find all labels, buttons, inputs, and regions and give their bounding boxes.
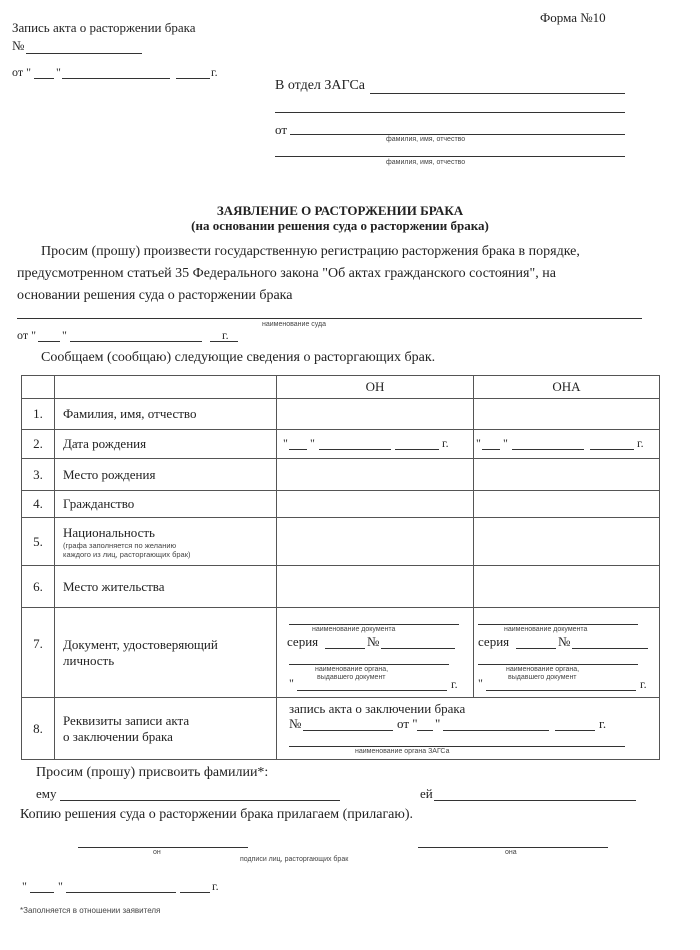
court-name-hint: наименование суда xyxy=(262,321,327,328)
marriage-record-label: запись акта о заключении брака xyxy=(289,701,466,716)
zags-name-field[interactable] xyxy=(370,93,625,94)
she-series-field[interactable] xyxy=(516,648,556,649)
marriage-record-cell xyxy=(277,698,660,760)
his-signature-hint: он xyxy=(153,849,161,856)
table-row xyxy=(22,608,660,698)
she-fio-cell[interactable] xyxy=(474,399,660,430)
she-birthdate-month-field[interactable] xyxy=(512,449,584,450)
record-date-year-suffix: г. xyxy=(211,65,218,79)
document-subtitle: (на основании решения суда о расторжении брака) xyxy=(191,218,489,233)
record-date-month-field[interactable] xyxy=(62,78,170,79)
she-birthdate-cell[interactable] xyxy=(474,430,660,459)
he-doc-number-field[interactable] xyxy=(381,648,455,649)
court-date-month-field[interactable] xyxy=(70,341,202,342)
column-he: ОН xyxy=(277,376,474,399)
he-birthdate-year-field[interactable] xyxy=(395,449,439,450)
nationality-note-2: каждого из лиц, расторгающих брак) xyxy=(63,549,191,559)
she-issuer-hint-2: выдавшего документ xyxy=(508,674,577,681)
he-number-sign: № xyxy=(367,634,380,649)
record-date-prefix: от " xyxy=(12,65,31,79)
table-row xyxy=(22,430,660,459)
row-label: Документ, удостоверяющий xyxy=(63,636,218,652)
she-birthdate-quote-close: " xyxy=(503,436,508,450)
her-signature-field[interactable] xyxy=(418,847,608,848)
he-series-label: серия xyxy=(287,634,319,649)
his-signature-field[interactable] xyxy=(78,847,248,848)
she-nationality-cell[interactable] xyxy=(474,518,660,566)
she-number-sign: № xyxy=(558,634,571,649)
attachment-line: Копию решения суда о расторжении брака прилагаем (прилагаю). xyxy=(20,807,414,822)
marriage-date-month-field[interactable] xyxy=(443,730,549,731)
him-label: ему xyxy=(36,786,57,801)
row-label: Место жительства xyxy=(55,566,277,608)
row-label-cell xyxy=(55,608,277,698)
row-number: 4. xyxy=(22,491,55,518)
applicant-1-field[interactable] xyxy=(290,134,625,135)
footnote: *Заполняется в отношении заявителя xyxy=(20,906,161,915)
signatures-caption: подписи лиц, расторгающих брак xyxy=(240,856,349,863)
she-doc-name-hint: наименование документа xyxy=(504,626,588,633)
she-id-document-cell xyxy=(474,608,660,698)
marriage-date-prefix: от " xyxy=(397,716,418,731)
record-date-year-field[interactable] xyxy=(176,78,210,79)
she-issuer-field[interactable] xyxy=(478,664,638,665)
zags-name-field-2[interactable] xyxy=(275,112,625,113)
table-row xyxy=(22,459,660,491)
body-line-1: Просим (прошу) произвести государственную регистрацию расторжения брака в порядке, xyxy=(41,244,580,259)
court-name-field[interactable] xyxy=(17,318,642,319)
record-date-quote: " xyxy=(56,65,61,79)
she-doc-number-field[interactable] xyxy=(572,648,648,649)
she-issuer-hint-1: наименование органа, xyxy=(506,666,580,673)
row-number: 7. xyxy=(22,608,55,698)
table-row xyxy=(22,491,660,518)
marriage-date-year-suffix: г. xyxy=(599,716,607,731)
row-label-2: о заключении брака xyxy=(63,728,173,744)
he-birthdate-quote-open: " xyxy=(283,436,288,450)
she-series-label: серия xyxy=(478,634,510,649)
row-label: Место рождения xyxy=(55,459,277,491)
sign-date-year-suffix: г. xyxy=(212,879,219,893)
he-series-field[interactable] xyxy=(325,648,365,649)
row-label-cell xyxy=(55,698,277,760)
he-citizenship-cell[interactable] xyxy=(277,491,474,518)
he-birthdate-day-field[interactable] xyxy=(289,449,307,450)
inform-line: Сообщаем (сообщаю) следующие сведения о расторгающих брак. xyxy=(41,350,436,365)
she-birthdate-quote-open: " xyxy=(476,436,481,450)
row-label: Дата рождения xyxy=(55,430,277,459)
row-number: 6. xyxy=(22,566,55,608)
he-nationality-cell[interactable] xyxy=(277,518,474,566)
he-issuer-hint-1: наименование органа, xyxy=(315,666,389,673)
sign-date-year-field[interactable] xyxy=(180,892,210,893)
row-number: 3. xyxy=(22,459,55,491)
marriage-number-field[interactable] xyxy=(303,730,393,731)
record-date-day-field[interactable] xyxy=(34,78,54,79)
record-number-sign: № xyxy=(12,38,25,53)
document-title: ЗАЯВЛЕНИЕ О РАСТОРЖЕНИИ БРАКА xyxy=(216,203,464,218)
he-birthplace-cell[interactable] xyxy=(277,459,474,491)
he-birthdate-cell[interactable] xyxy=(277,430,474,459)
marriage-zags-field[interactable] xyxy=(289,746,625,747)
header-label-cell xyxy=(55,376,277,399)
sign-date-day-field[interactable] xyxy=(30,892,54,893)
his-surname-field[interactable] xyxy=(60,800,340,801)
body-line-3: основании решения суда о расторжении брака xyxy=(17,288,293,303)
he-birthdate-month-field[interactable] xyxy=(319,449,391,450)
marriage-date-day-field[interactable] xyxy=(417,730,433,731)
he-issue-date-field[interactable] xyxy=(297,690,447,691)
her-surname-field[interactable] xyxy=(434,800,636,801)
marriage-zags-hint: наименование органа ЗАГСа xyxy=(355,748,450,755)
he-birthdate-quote-close: " xyxy=(310,436,315,450)
she-doc-name-field[interactable] xyxy=(478,624,638,625)
from-label: от xyxy=(275,122,288,137)
body-line-2: предусмотренном статьей 35 Федерального закона "Об актах гражданского состояния", на xyxy=(17,266,556,281)
her-label: ей xyxy=(420,786,433,801)
table-row xyxy=(22,518,660,566)
he-doc-name-field[interactable] xyxy=(289,624,459,625)
court-date-year-suffix: г. xyxy=(222,328,229,342)
nationality-note-1: (графа заполняется по желанию xyxy=(63,540,177,550)
row-number: 2. xyxy=(22,430,55,459)
he-id-document-cell xyxy=(277,608,474,698)
form-number: Форма №10 xyxy=(540,10,606,25)
he-residence-cell[interactable] xyxy=(277,566,474,608)
he-fio-cell[interactable] xyxy=(277,399,474,430)
spouses-table xyxy=(21,375,660,760)
he-issuer-hint-2: выдавшего документ xyxy=(317,674,386,681)
fio-hint-1: фамилия, имя, отчество xyxy=(386,136,466,143)
row-label: Реквизиты записи акта xyxy=(63,712,190,728)
surnames-request: Просим (прошу) присвоить фамилии*: xyxy=(36,765,269,780)
table-row xyxy=(22,698,660,760)
table-row xyxy=(22,399,660,430)
record-number-field[interactable] xyxy=(26,53,142,54)
row-label-2: личность xyxy=(63,652,115,668)
table-row xyxy=(22,566,660,608)
he-birthdate-year-suffix: г. xyxy=(442,436,449,450)
row-number: 8. xyxy=(22,698,55,760)
row-number: 5. xyxy=(22,518,55,566)
she-issue-date-field[interactable] xyxy=(486,690,636,691)
she-birthplace-cell[interactable] xyxy=(474,459,660,491)
she-citizenship-cell[interactable] xyxy=(474,491,660,518)
marriage-date-year-field[interactable] xyxy=(555,730,595,731)
marriage-date-quote: " xyxy=(435,716,441,731)
fio-hint-2: фамилия, имя, отчество xyxy=(386,159,466,166)
court-date-prefix: от " xyxy=(17,328,36,342)
row-label: Гражданство xyxy=(55,491,277,518)
sign-date-quote-close: " xyxy=(58,879,63,893)
row-label: Национальность xyxy=(63,524,155,540)
she-residence-cell[interactable] xyxy=(474,566,660,608)
she-birthdate-year-suffix: г. xyxy=(637,436,644,450)
sign-date-month-field[interactable] xyxy=(66,892,176,893)
he-issue-date-quote: " xyxy=(289,676,294,690)
row-label-cell xyxy=(55,518,277,566)
her-signature-hint: она xyxy=(505,849,517,856)
record-label: Запись акта о расторжении брака xyxy=(12,20,196,35)
court-date-day-field[interactable] xyxy=(38,341,60,342)
row-number: 1. xyxy=(22,399,55,430)
applicant-2-field[interactable] xyxy=(275,156,625,157)
to-zags-label: В отдел ЗАГСа xyxy=(275,78,365,93)
header-num-cell xyxy=(22,376,55,399)
row-label: Фамилия, имя, отчество xyxy=(55,399,277,430)
column-she: ОНА xyxy=(474,376,660,399)
she-birthdate-year-field[interactable] xyxy=(590,449,634,450)
she-birthdate-day-field[interactable] xyxy=(482,449,500,450)
sign-date-quote-open: " xyxy=(22,879,27,893)
she-issue-date-year: г. xyxy=(640,677,647,691)
she-issue-date-quote: " xyxy=(478,676,483,690)
he-issue-date-year: г. xyxy=(451,677,458,691)
marriage-number-sign: № xyxy=(289,716,302,731)
he-issuer-field[interactable] xyxy=(289,664,449,665)
court-date-quote: " xyxy=(62,328,67,342)
he-doc-name-hint: наименование документа xyxy=(312,626,396,633)
table-header-row xyxy=(22,376,660,399)
